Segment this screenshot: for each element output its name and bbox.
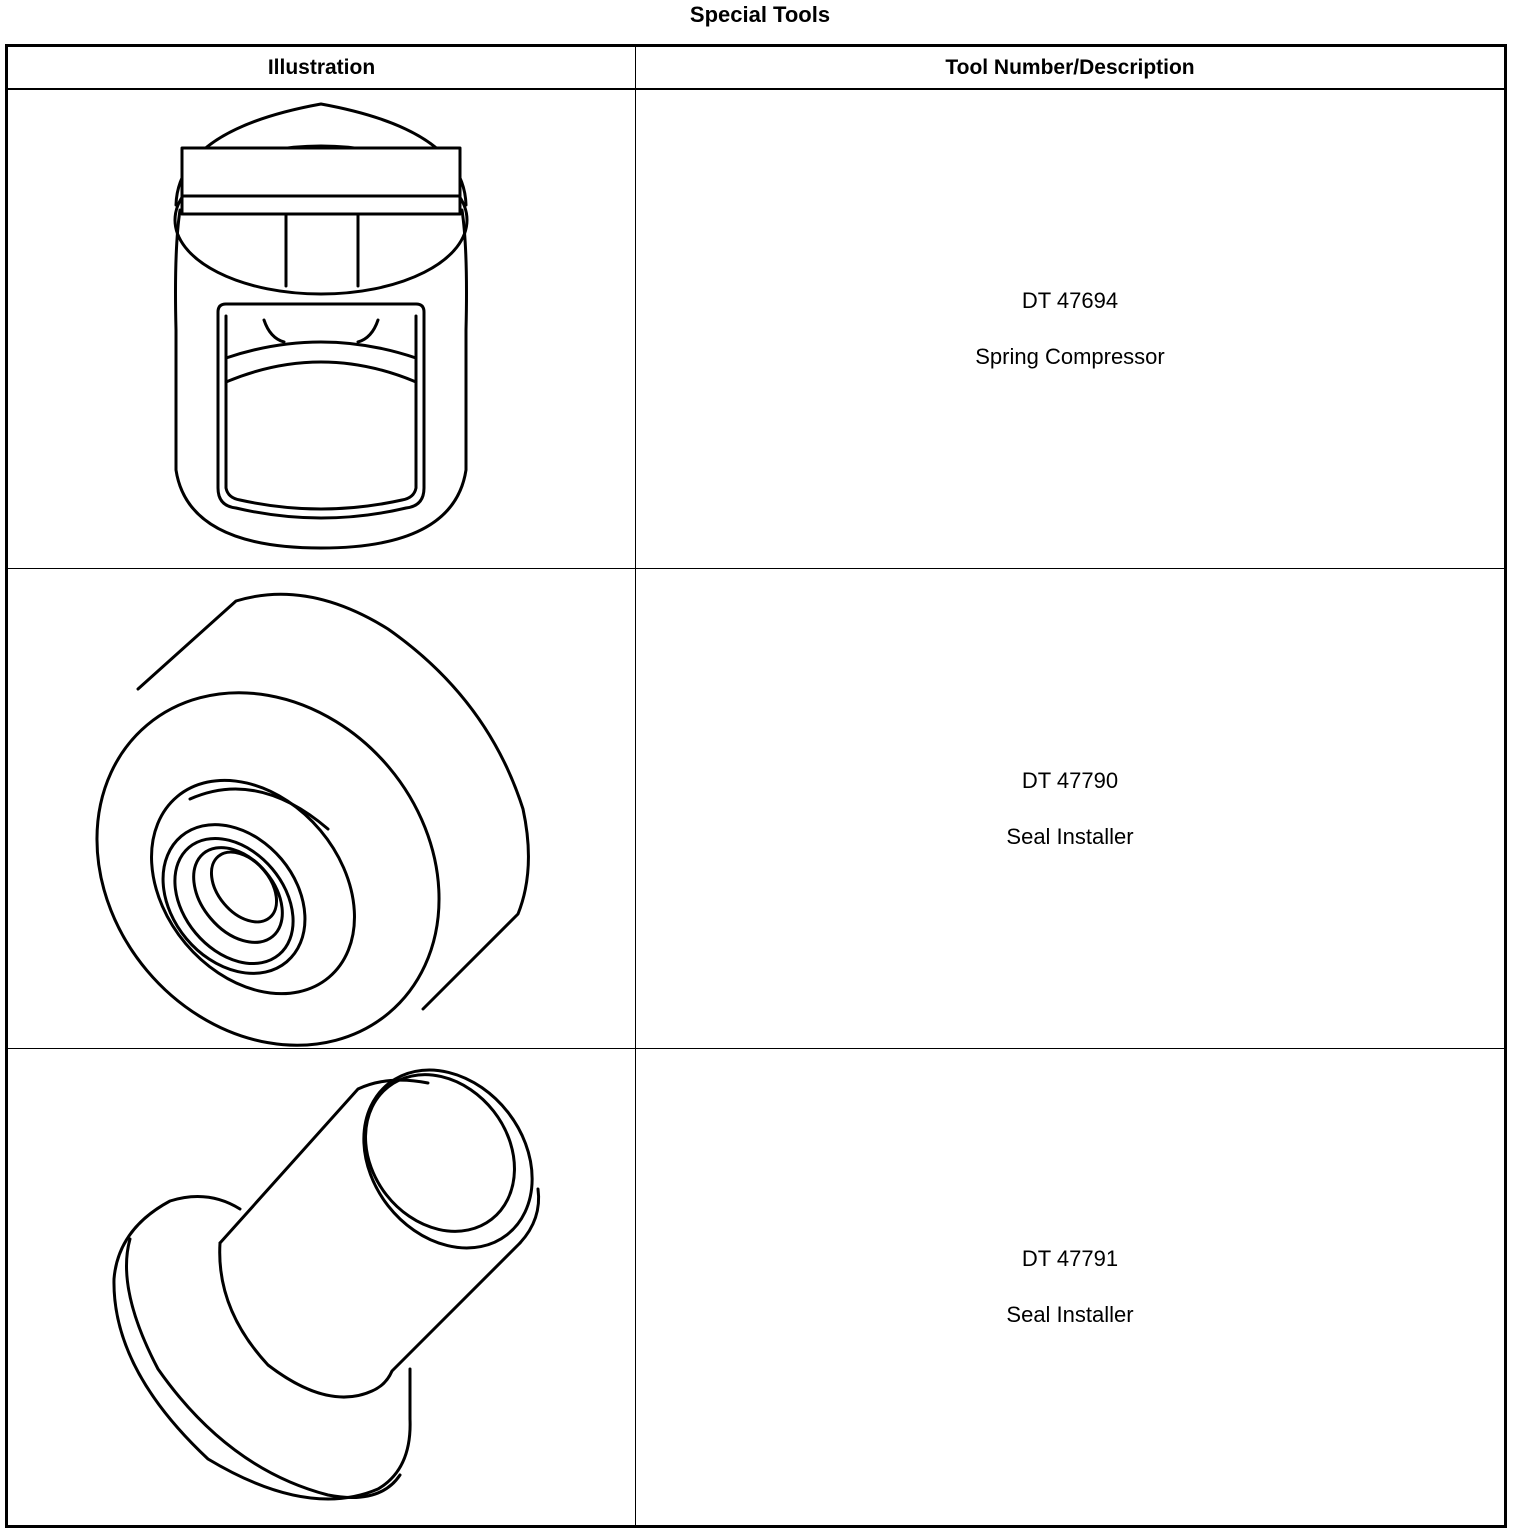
tool-description-cell: [636, 1049, 1504, 1525]
column-divider: [635, 47, 636, 1525]
tool-description: Seal Installer: [1006, 823, 1134, 849]
tool-description: Seal Installer: [1006, 1302, 1134, 1327]
tool-number: DT 47791: [1021, 1246, 1119, 1271]
tool-number: DT 47790: [1021, 767, 1119, 793]
table-row: [8, 1049, 1504, 1525]
table-header-row: [8, 47, 1504, 90]
seal-installer-flanged-illustration: [8, 1049, 635, 1525]
page-title: Special Tools: [689, 2, 831, 27]
table-row: [8, 90, 1504, 569]
tool-description-cell: [636, 90, 1504, 568]
header-illustration: Illustration: [267, 56, 376, 79]
tool-description-cell: [636, 569, 1504, 1048]
seal-installer-ring-illustration: [8, 569, 635, 1048]
tool-description: Spring Compressor: [975, 344, 1165, 369]
tool-number: DT 47694: [1021, 288, 1119, 313]
spring-compressor-illustration: [8, 90, 635, 568]
table-row: [8, 569, 1504, 1049]
special-tools-table: [5, 44, 1507, 1528]
header-tool-number-description: Tool Number/Description: [945, 56, 1195, 79]
